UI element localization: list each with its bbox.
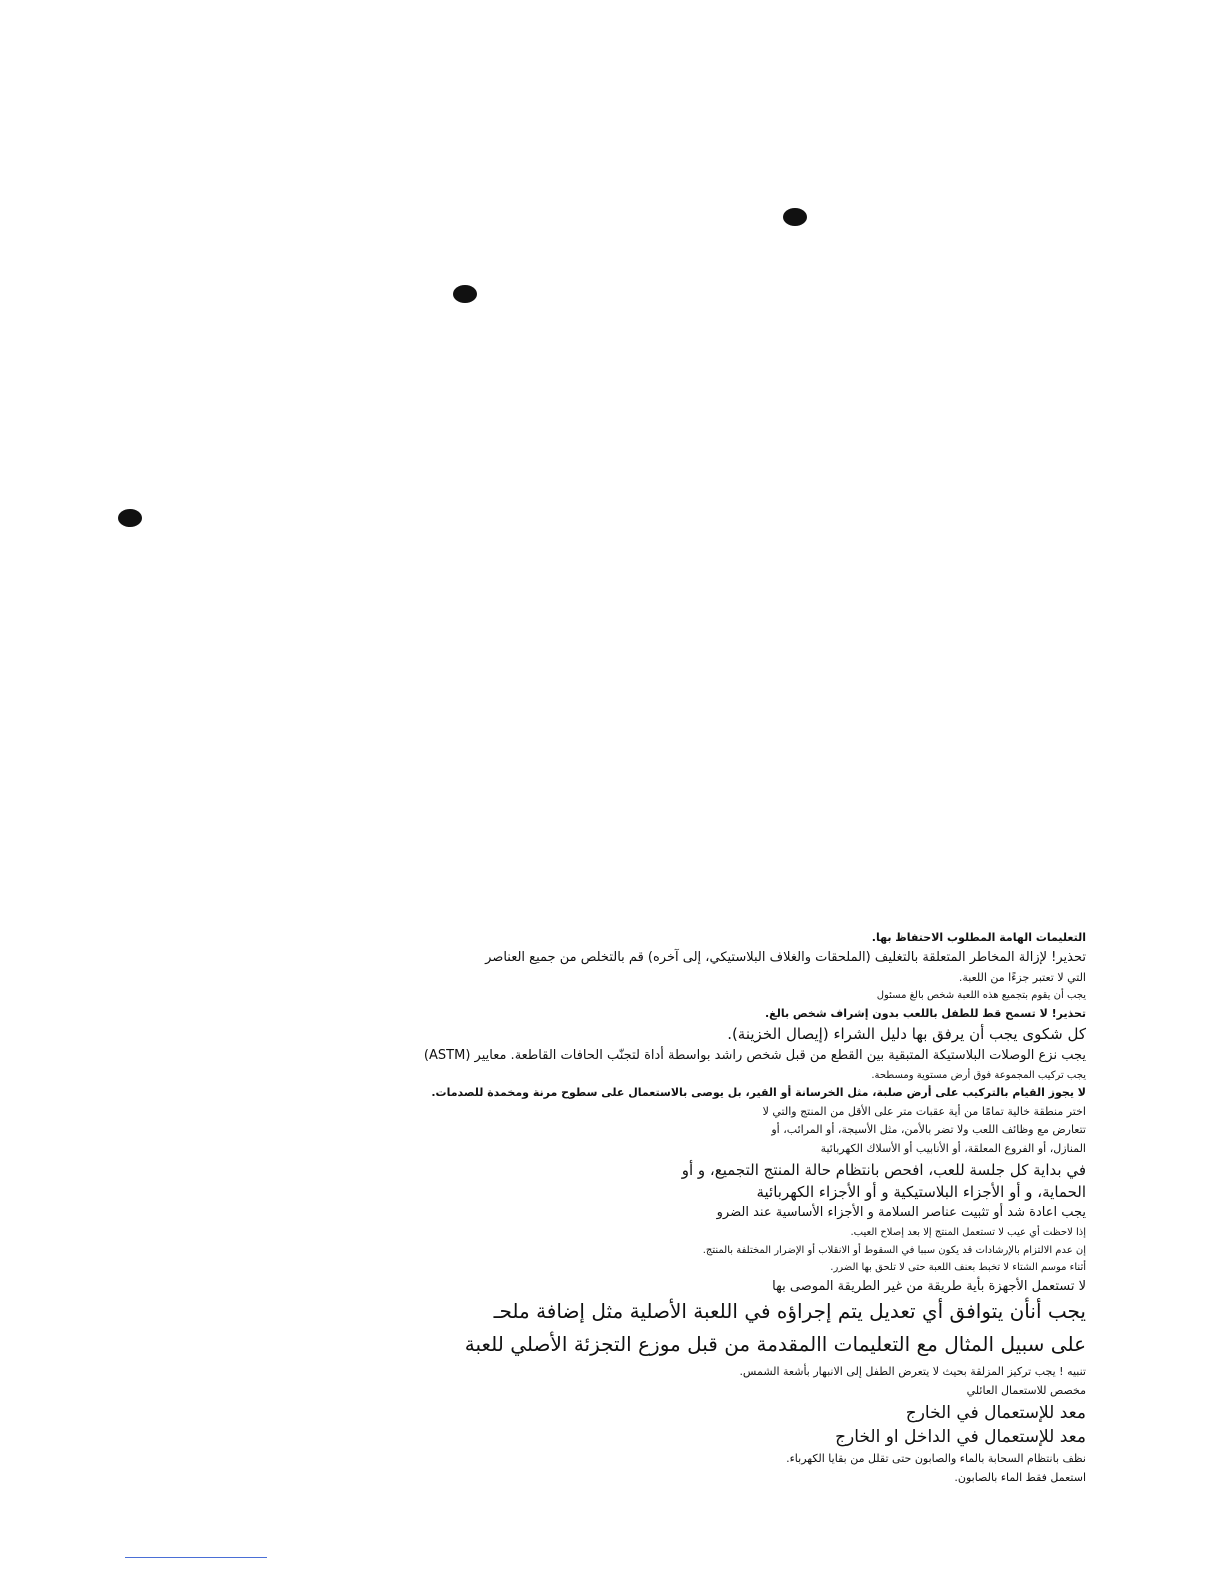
instruction-line: معد للإستعمال في الخارج xyxy=(905,1402,1086,1423)
marker-dot-2 xyxy=(453,285,477,303)
safety-instructions xyxy=(386,932,1086,1490)
instruction-line: يجب نزع الوصلات البلاستيكة المتبقية بين القطع من قبل شخص راشد بواسطة أداة لتجنّب الحافات القاطعة. معايير (ASTM) xyxy=(423,1047,1086,1063)
instruction-line: يجب أنأن يتوافق أي تعديل يتم إجراؤه في اللعبة الأصلية مثل إضافة ملحـ xyxy=(493,1299,1086,1324)
instruction-line: يجب تركيب المجموعة فوق أرض مستوية ومسطحة. xyxy=(871,1069,1086,1081)
instruction-line: نظف بانتظام السحابة بالماء والصابون حتى تقلل من بقايا الكهرباء. xyxy=(786,1451,1086,1465)
instruction-line: التي لا تعتبر جزءًا من اللعبة. xyxy=(958,970,1086,984)
instruction-line: مخصص للاستعمال العائلي xyxy=(966,1384,1086,1398)
instruction-line: تحذير! لا تسمح قط للطفل باللعب بدون إشراف شخص بالغ. xyxy=(765,1006,1086,1020)
instruction-line: لا يجوز القيام بالتركيب على أرض صلبة، مثل الخرسانة أو القير، بل يوصى بالاستعمال على سطوح مرنة ومخمدة للصدمات. xyxy=(431,1086,1086,1100)
instruction-line: تتعارض مع وظائف اللعب ولا تضر بالأمن، مثل الأسيجة، أو المرائب، أو xyxy=(771,1123,1086,1137)
footer-rule xyxy=(125,1557,267,1558)
instruction-line: معد للإستعمال في الداخل او الخارج xyxy=(835,1427,1086,1448)
instruction-line: تنبيه ! يجب تركيز المزلقة بحيث لا يتعرض الطفل إلى الانبهار بأشعة الشمس. xyxy=(739,1365,1086,1379)
instruction-line: إذا لاحظت أي عيب لا تستعمل المنتج إلا بعد إصلاح العيب. xyxy=(850,1227,1086,1239)
instruction-line: اختر منطقة خالية تمامًا من أية عقبات متر على الأقل من المنتج والتي لا xyxy=(762,1104,1086,1118)
instruction-line: يجب اعادة شد أو تثبيت عناصر السلامة و الأجزاء الأساسية عند الضرو xyxy=(716,1205,1086,1221)
instruction-line: في بداية كل جلسة للعب، افحص بانتظام حالة المنتج التجميع، و أو xyxy=(681,1160,1086,1179)
instruction-line: أثناء موسم الشتاء لا تخبط بعنف اللعبة حتى لا تلحق بها الضرر. xyxy=(830,1262,1086,1274)
instruction-line: يجب أن يقوم بتجميع هذه اللعبة شخص بالغ مسئول xyxy=(876,990,1086,1002)
instruction-line: لا تستعمل الأجهزة بأية طريقة من غير الطريقة الموصى بها xyxy=(772,1278,1086,1294)
instruction-line: المنازل، أو الفروع المعلقة، أو الأنابيب أو الأسلاك الكهربائية xyxy=(820,1141,1086,1155)
instruction-line: التعليمات الهامة المطلوب الاحتفاظ بها. xyxy=(871,931,1086,944)
instruction-line: تحذير! لإزالة المخاطر المتعلقة بالتغليف (الملحقات والغلاف البلاستيكي، إلى آخره) قم بالتخلص من جميع العناصر xyxy=(485,949,1086,965)
marker-dot-3 xyxy=(118,509,142,527)
instruction-line: إن عدم الالتزام بالإرشادات قد يكون سببا في السقوط أو الانقلاب أو الإضرار المختلفة بالمنتج. xyxy=(702,1244,1086,1256)
instruction-line: كل شكوى يجب أن يرفق بها دليل الشراء (إيصال الخزينة). xyxy=(727,1025,1086,1044)
instruction-line: الحماية، و أو الأجزاء البلاستيكية و أو الأجزاء الكهربائية xyxy=(756,1182,1086,1201)
instruction-line: استعمل فقط الماء بالصابون. xyxy=(954,1470,1086,1484)
marker-dot-1 xyxy=(783,208,807,226)
instruction-line: على سبيل المثال مع التعليمات االمقدمة من قبل موزع التجزئة الأصلي للعبة xyxy=(464,1332,1086,1357)
